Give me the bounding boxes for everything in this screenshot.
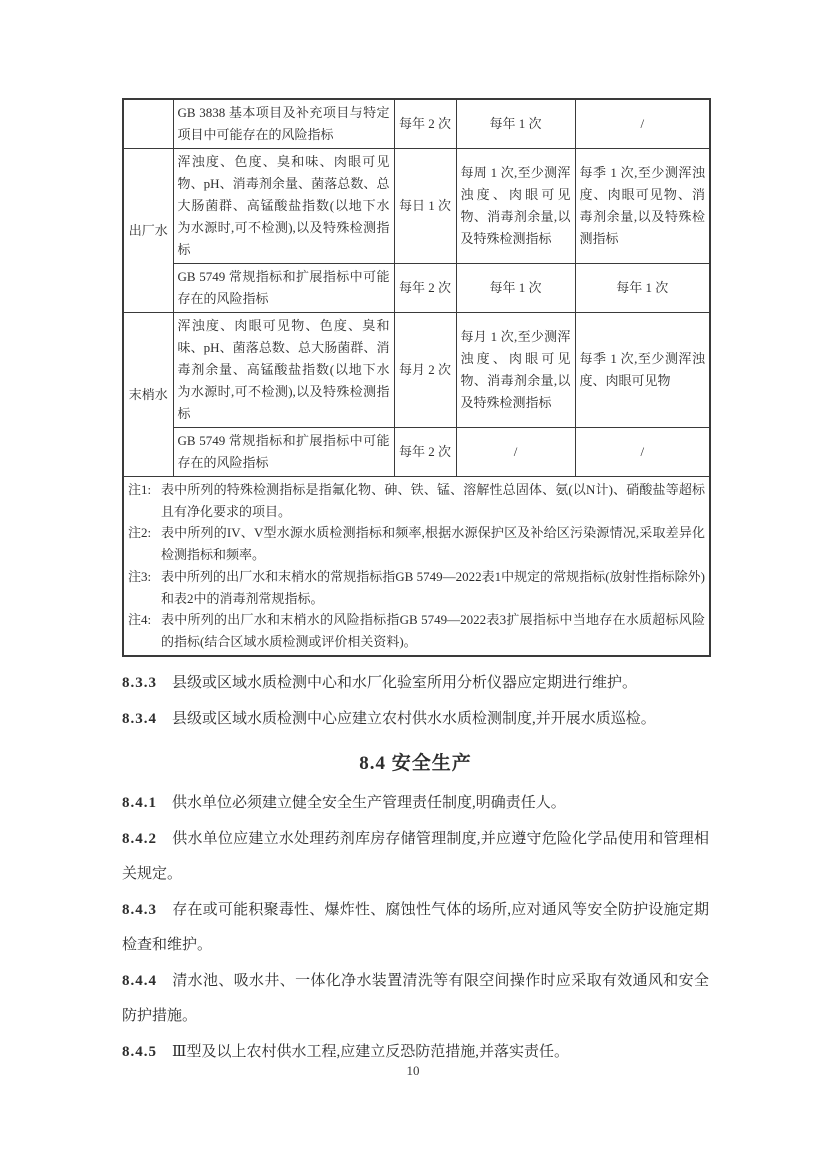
clause-8-4-4 — [122, 964, 709, 1034]
clause-number: 8.3.3 — [122, 674, 157, 691]
table-notes-row — [123, 477, 710, 656]
clause-number: 8.4.1 — [122, 794, 157, 811]
clause-8-3-4 — [122, 702, 709, 737]
clause-number: 8.3.4 — [122, 710, 157, 727]
table-note-3 — [128, 566, 705, 609]
table-note-2 — [128, 522, 705, 565]
note-label: 注4: — [128, 612, 152, 628]
clause-8-4-1 — [122, 786, 709, 821]
table-notes-cell — [123, 477, 710, 656]
clause-number: 8.4.4 — [122, 972, 157, 989]
cell-water-type: 末梢水 — [123, 313, 173, 477]
cell-frequency-2: / — [456, 428, 575, 477]
cell-frequency-2: 每月 1 次,至少测浑浊度、肉眼可见物、消毒剂余量,以及特殊检测指标 — [456, 313, 575, 428]
cell-indicator: GB 5749 常规指标和扩展指标中可能存在的风险指标 — [173, 428, 394, 477]
cell-frequency-3: / — [575, 99, 710, 149]
cell-indicator: 浑浊度、色度、臭和味、肉眼可见物、pH、消毒剂余量、菌落总数、总大肠菌群、高锰酸盐指数(以地下水为水源时,可不检测),以及特殊检测指标 — [173, 149, 394, 264]
cell-frequency-1: 每月 2 次 — [394, 313, 456, 428]
cell-frequency-2: 每年 1 次 — [456, 99, 575, 149]
table-row — [123, 428, 710, 477]
clause-number: 8.4.3 — [122, 901, 157, 918]
cell-indicator: 浑浊度、肉眼可见物、色度、臭和味、pH、菌落总数、总大肠菌群、消毒剂余量、高锰酸盐指数(以地下水为水源时,可不检测),以及特殊检测指标 — [173, 313, 394, 428]
note-text: 表中所列的出厂水和末梢水的风险指标指GB 5749—2022表3扩展指标中当地存在水质超标风险的指标(结合区域水质检测或评价相关资料)。 — [161, 612, 705, 649]
cell-frequency-1: 每年 2 次 — [394, 428, 456, 477]
clause-text: 存在或可能积聚毒性、爆炸性、腐蚀性气体的场所,应对通风等安全防护设施定期检查和维护。 — [122, 901, 709, 953]
cell-frequency-1: 每日 1 次 — [394, 149, 456, 264]
clause-number: 8.4.2 — [122, 830, 157, 847]
cell-indicator: GB 3838 基本项目及补充项目与特定项目中可能存在的风险指标 — [173, 99, 394, 149]
table-row — [123, 313, 710, 428]
page-content — [122, 98, 709, 1071]
cell-frequency-3: 每年 1 次 — [575, 264, 710, 313]
cell-frequency-3: 每季 1 次,至少测浑浊度、肉眼可见物 — [575, 313, 710, 428]
table-row — [123, 264, 710, 313]
cell-frequency-3: / — [575, 428, 710, 477]
clause-text: 供水单位应建立水处理药剂库房存储管理制度,并应遵守危险化学品使用和管理相关规定。 — [122, 830, 709, 882]
clause-text: 县级或区域水质检测中心和水厂化验室所用分析仪器应定期进行维护。 — [172, 674, 638, 691]
clause-8-4-2 — [122, 822, 709, 892]
clause-text: 清水池、吸水井、一体化净水装置清洗等有限空间操作时应采取有效通风和安全防护措施。 — [122, 972, 709, 1024]
clause-text: Ⅲ型及以上农村供水工程,应建立反恐防范措施,并落实责任。 — [172, 1043, 569, 1060]
cell-frequency-2: 每年 1 次 — [456, 264, 575, 313]
cell-frequency-3: 每季 1 次,至少测浑浊度、肉眼可见物、消毒剂余量,以及特殊检测指标 — [575, 149, 710, 264]
table-note-4 — [128, 609, 705, 652]
table-row — [123, 99, 710, 149]
clause-text: 县级或区域水质检测中心应建立农村供水水质检测制度,并开展水质巡检。 — [172, 710, 656, 727]
note-text: 表中所列的IV、V型水源水质检测指标和频率,根据水源保护区及补给区污染源情况,采取差异化检测指标和频率。 — [161, 525, 705, 563]
table-note-1 — [128, 479, 705, 522]
clause-8-4-3 — [122, 893, 709, 963]
cell-water-type: 出厂水 — [123, 149, 173, 313]
note-label: 注2: — [128, 525, 152, 541]
note-text: 表中所列的出厂水和末梢水的常规指标指GB 5749—2022表1中规定的常规指标(放射性指标除外)和表2中的消毒剂常规指标。 — [161, 568, 705, 606]
clause-text: 供水单位必须建立健全安全生产管理责任制度,明确责任人。 — [172, 794, 566, 811]
note-label: 注1: — [128, 482, 152, 497]
page-number: 10 — [406, 1063, 420, 1078]
clause-8-3-3 — [122, 666, 709, 701]
note-text: 表中所列的特殊检测指标是指氟化物、砷、铁、锰、溶解性总固体、氨(以N计)、硝酸盐等超标且有净化要求的项目。 — [161, 482, 705, 519]
table-row — [123, 149, 710, 264]
note-label: 注3: — [128, 568, 152, 584]
water-quality-monitoring-table — [122, 98, 711, 657]
body-text — [122, 666, 709, 1070]
cell-frequency-1: 每年 2 次 — [394, 99, 456, 149]
cell-indicator: GB 5749 常规指标和扩展指标中可能存在的风险指标 — [173, 264, 394, 313]
cell-water-type — [123, 99, 173, 149]
cell-frequency-2: 每周 1 次,至少测浑浊度、肉眼可见物、消毒剂余量,以及特殊检测指标 — [456, 149, 575, 264]
cell-frequency-1: 每年 2 次 — [394, 264, 456, 313]
section-heading-8-4: 8.4 安全生产 — [359, 752, 472, 774]
clause-number: 8.4.5 — [122, 1043, 157, 1060]
